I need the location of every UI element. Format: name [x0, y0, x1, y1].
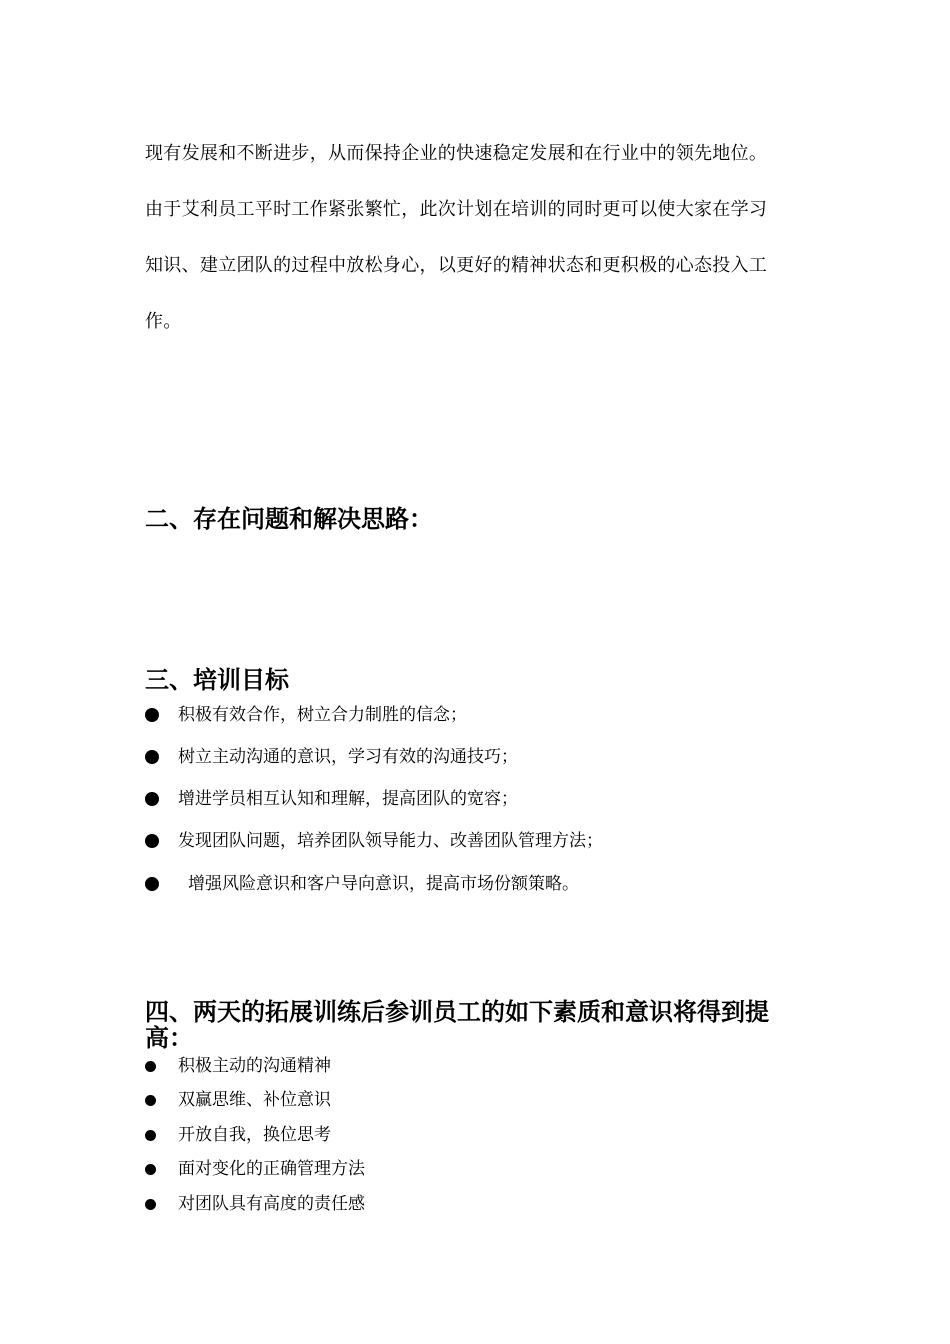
bullet-icon	[145, 1061, 156, 1072]
bullet-icon	[145, 1164, 156, 1175]
goal-item-text: 增强风险意识和客户导向意识，提高市场份额策略。	[188, 874, 579, 894]
section-problems-heading: 二、存在问题和解决思路：	[145, 505, 433, 533]
outcome-item-text: 对团队具有高度的责任感	[178, 1194, 365, 1214]
goal-item-text: 树立主动沟通的意识，学习有效的沟通技巧；	[178, 747, 518, 767]
bullet-icon	[145, 792, 159, 806]
goal-item	[145, 703, 467, 727]
goal-item	[145, 787, 518, 811]
goal-item	[145, 872, 579, 896]
outcome-item	[145, 1123, 331, 1147]
goal-item	[145, 745, 518, 769]
section-goals-heading: 三、培训目标	[145, 666, 289, 694]
intro-line-2: 由于艾利员工平时工作紧张繁忙，此次计划在培训的同时更可以使大家在学习	[145, 199, 768, 220]
goal-item	[145, 829, 603, 853]
outcome-item	[145, 1157, 365, 1181]
bullet-icon	[145, 834, 159, 848]
section-outcomes-heading: 四、两天的拓展训练后参训员工的如下素质和意识将得到提高：	[145, 998, 769, 1052]
outcome-item	[145, 1088, 331, 1112]
bullet-icon	[145, 750, 159, 764]
outcome-item-text: 面对变化的正确管理方法	[178, 1159, 365, 1179]
bullet-icon	[145, 1095, 156, 1106]
intro-line-4: 作。	[145, 311, 182, 332]
bullet-icon	[145, 1199, 156, 1210]
outcome-item-text: 双赢思维、补位意识	[178, 1090, 331, 1110]
outcome-item-text: 积极主动的沟通精神	[178, 1056, 331, 1076]
bullet-icon	[145, 877, 159, 891]
intro-line-1: 现有发展和不断进步，从而保持企业的快速稳定发展和在行业中的领先地位。	[145, 143, 768, 164]
intro-line-3: 知识、建立团队的过程中放松身心，以更好的精神状态和更积极的心态投入工	[145, 255, 768, 276]
bullet-icon	[145, 1130, 156, 1141]
outcome-item	[145, 1192, 365, 1216]
goal-item-text: 增进学员相互认知和理解，提高团队的宽容；	[178, 789, 518, 809]
goal-item-text: 积极有效合作，树立合力制胜的信念；	[178, 705, 467, 725]
bullet-icon	[145, 708, 159, 722]
outcome-item	[145, 1054, 331, 1078]
goal-item-text: 发现团队问题，培养团队领导能力、改善团队管理方法；	[178, 831, 603, 851]
outcome-item-text: 开放自我，换位思考	[178, 1125, 331, 1145]
